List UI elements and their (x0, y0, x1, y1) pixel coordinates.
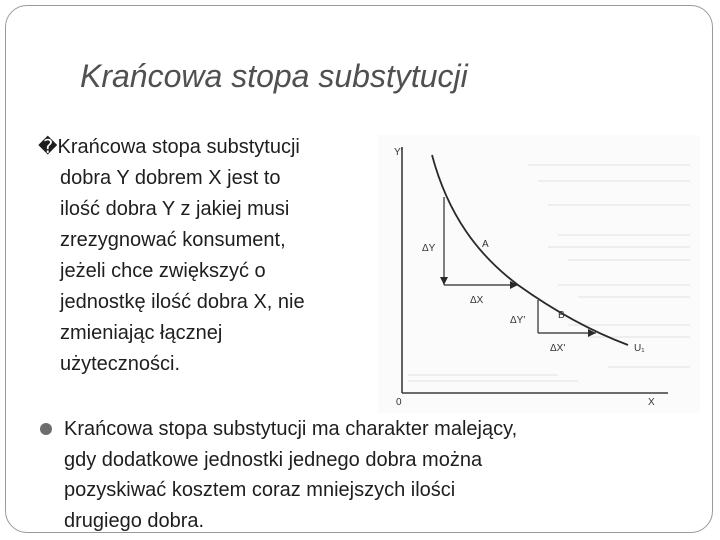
conclusion-line-3: pozyskiwać kosztem coraz mniejszych ilości (64, 479, 456, 501)
indifference-curve (432, 155, 628, 345)
curve-label: U₁ (634, 343, 645, 354)
definition-line-5: jeżeli chce zwiększyć o (60, 260, 266, 282)
point-a-label: A (482, 239, 489, 250)
origin-label: 0 (396, 397, 402, 408)
definition-line-7: zmieniając łącznej (60, 322, 223, 344)
delta-y-label: ΔY (422, 243, 436, 254)
y-axis-label: Y' (394, 147, 403, 158)
delta-x2-label: ΔX' (550, 343, 566, 354)
conclusion-bullet (64, 414, 674, 536)
delta-y-arrowhead (440, 277, 448, 285)
point-b-label: B (558, 310, 565, 321)
x-axis-label: X (648, 397, 655, 408)
definition-line-8: użyteczności. (60, 353, 181, 375)
indifference-curve-graph (378, 135, 700, 413)
slide-title: Krańcowa stopa substytucji (80, 58, 468, 94)
delta-x-label: ΔX (470, 295, 484, 306)
bullet-dot (40, 423, 52, 435)
definition-line-3: ilość dobra Y z jakiej musi (60, 198, 290, 220)
definition-line-4: zrezygnować konsument, (60, 229, 286, 251)
definition-line-1: Krańcowa stopa substytucji (57, 136, 300, 158)
bullet-marker: � (38, 136, 58, 158)
definition-line-6: jednostkę ilość dobra X, nie (60, 291, 305, 313)
definition-bullet (38, 132, 383, 380)
delta-y2-label: ΔY' (510, 315, 526, 326)
conclusion-line-4: drugiego dobra. (64, 509, 205, 532)
definition-line-2: dobra Y dobrem X jest to (60, 167, 281, 189)
conclusion-line-2: gdy dodatkowe jednostki jednego dobra można (64, 448, 483, 471)
conclusion-line-1: Krańcowa stopa substytucji ma charakter malejący, (64, 418, 518, 440)
scan-texture (408, 165, 690, 381)
